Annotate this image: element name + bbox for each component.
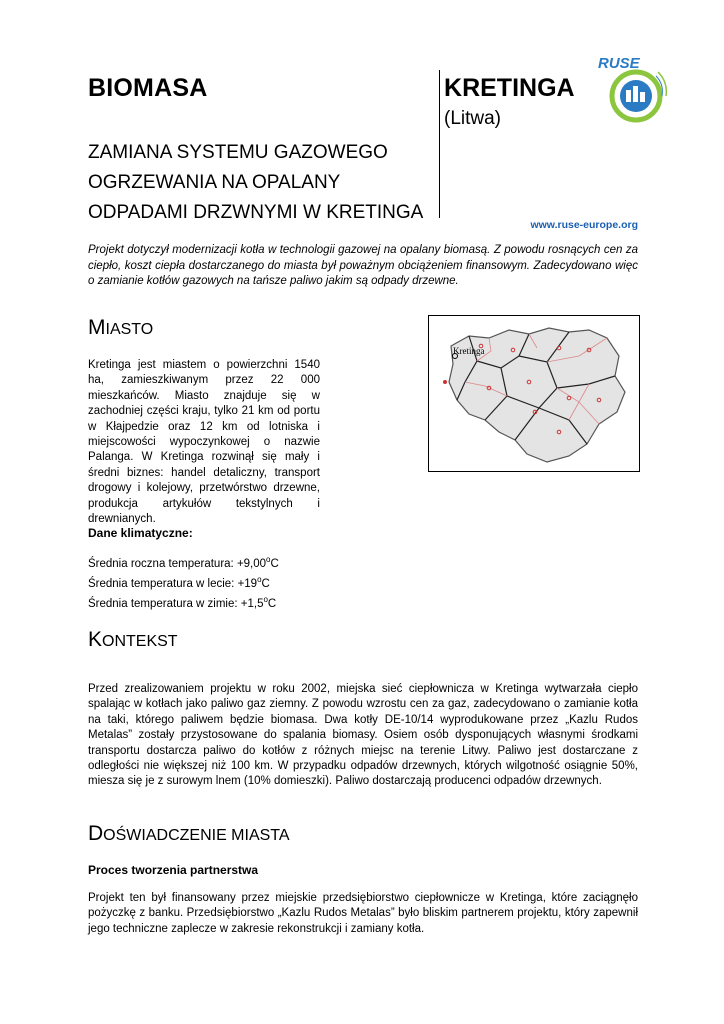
- ruse-logo: [598, 52, 674, 124]
- city-title: KRETINGA: [444, 74, 575, 102]
- country-label: (Litwa): [444, 108, 502, 129]
- section-heading-doswiadczenie: DOŚWIADCZENIE MIASTA: [88, 822, 290, 845]
- doswiadczenie-paragraph: Projekt ten był finansowany przez miejskie przedsiębiorstwo ciepłownicze w Kretinga, które zaciągnęło pożyczkę z banku. Przedsiębiorstwo „Kazlu Rudos Metalas” było bliskim partnerem projektu, który zapewnił jego techniczne zaplecze w zakresie rekonstrukcji i zamiany kotła.: [88, 892, 638, 935]
- title-divider: [439, 70, 440, 218]
- climate-summer: Średnia temperatura w lecie: $+19^oC$: [88, 575, 270, 591]
- document-title: BIOMASA: [88, 74, 208, 102]
- climate-annual: Średnia roczna temperatura: $+9,00^oC$: [88, 555, 279, 570]
- logo-text: RUSE: [598, 55, 640, 72]
- section-heading-miasto: MIASTO: [88, 316, 154, 339]
- document-subtitle: ZAMIANA SYSTEMU GAZOWEGO OGRZEWANIA NA OPALANY ODPADAMI DRZWNYMI W KRETINGA: [88, 142, 424, 223]
- section-heading-kontekst: KONTEKST: [88, 628, 178, 651]
- partnership-heading: Proces tworzenia partnerstwa: [88, 863, 259, 877]
- climate-heading: Dane klimatyczne:: [88, 526, 193, 540]
- kontekst-paragraph: Przed zrealizowaniem projektu w roku 2002, miejska sieć ciepłownicza w Kretinga wytwarzała ciepło spalając w kotłach jako paliwo gaz ziemny. Z powodu wzrostu cen za gaz, zadecydowano o zamianie kotła na taki, którego paliwem będzie biomasa. Dwa kotły DE-10/14 wyprodukowane przez „Kazlu Rudos Metalas” zostały przystosowane do spalania biomasy. Osiem osób dysponujących własnymi środkami transportu dostarcza paliwo do kotłów z różnych miejsc na terenie Litwy. Paliwo jest dostarczane z odległości nie większej niż 100 km. W przypadku odpadów drzewnych, których wilgotność osiągnie 50%, miesza się je z surowym lnem (10% domieszki). Paliwo dostarczają producenci odpadów drzewnych.: [88, 683, 638, 788]
- miasto-paragraph: Kretinga jest miastem o powierzchni 1540 ha, zamieszkiwanym przez 22 000 mieszkańców. Miasto znajduje się w zachodniej części kraju, tylko 21 km od portu w Kłajpedzie oraz 12 km od lotniska i miejscowości wypoczynkowej o nazwie Palanga. W Kretinga rozwinął się mały i średni biznes: handel detaliczny, transport drogowy i kolejowy, przetwórstwo drzewne, produkcja artykułów tekstylnych i drewnianych.: [88, 359, 320, 526]
- intro-paragraph: Projekt dotyczył modernizacji kotła w technologii gazowej na opalany biomasą. Z powodu rosnących cen za ciepło, koszt ciepła dostarczanego do miasta był poważnym obciążeniem finansowym. Zadecydowano więc o zamianie kotłów gazowych na tańsze paliwo jakim są odpady drzewne.: [88, 244, 638, 287]
- climate-data: [88, 552, 388, 613]
- lithuania-map: [428, 315, 640, 472]
- climate-winter: Średnia temperatura w zimie: $+1,5^oC$: [88, 595, 277, 611]
- map-label-kretinga: Kretinga: [453, 346, 485, 356]
- website-link[interactable]: www.ruse-europe.org: [530, 219, 638, 231]
